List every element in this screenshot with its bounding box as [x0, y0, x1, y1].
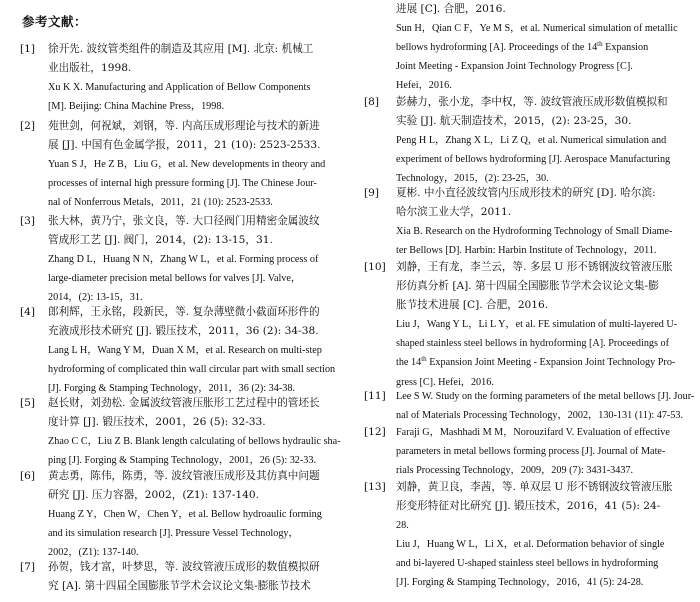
- reference-line: the 14th Expansion Joint Meeting - Expansion Joint Technology Pro-: [396, 355, 676, 369]
- reference-line: 郎利辉，王永铭，段新民，等. 复杂薄壁微小截面环形件的: [48, 306, 320, 318]
- reference-line: large-diameter precision metal bellows for valves [J]. Valve，: [48, 273, 302, 285]
- reference-line: 形变形特征对比研究 [J]. 锻压技术，2016，41 (5): 24-: [396, 500, 661, 513]
- reference-line: hydroforming of complicated thin wall circular part with small section: [48, 364, 336, 376]
- reference-line: gress [C]. Hefei，2016.: [396, 376, 494, 388]
- reference-line: 黄志勇，陈伟，陈勇，等. 波纹管液压成形及其仿真中问题: [48, 470, 320, 482]
- reference-line: Zhang D L，Huang N N，Zhang W L，et al. Forming process of: [48, 254, 319, 266]
- reference-line: 胀节技术进展 [C]. 合肥，2016.: [396, 299, 549, 312]
- reference-line: processes of internal high pressure forming [J]. The Chinese Jour-: [48, 178, 317, 190]
- reference-body: [396, 478, 700, 593]
- reference-line: parameters in metal bellows forming process [J]. Journal of Mate-: [396, 446, 666, 458]
- reference-body: [396, 0, 700, 95]
- reference-line: 孙贺，钱才富，叶梦思，等. 波纹管液压成形的数值模拟研: [48, 561, 320, 573]
- reference-line: 业出版社，1998.: [48, 62, 132, 75]
- reference-line: 究 [A]. 第十四届全国膨胀节学术会议论文集-膨胀节技术: [48, 580, 311, 593]
- reference-body: [48, 303, 348, 398]
- reference-body: [396, 423, 700, 480]
- reference-body: [48, 467, 348, 562]
- reference-number: [8]: [364, 96, 380, 108]
- reference-line: 苑世剑，何祝斌，刘钢，等. 内高压成形理论与技术的新进: [48, 120, 320, 132]
- reference-line: 刘静，黄卫良，李茜，等. 单双层 U 形不锈钢波纹管液压胀: [396, 481, 673, 493]
- reference-number: [4]: [20, 306, 36, 318]
- reference-line: Zhao C C，Liu Z B. Blank length calculating of bellows hydraulic sha-: [48, 436, 341, 448]
- reference-number: [6]: [20, 470, 36, 482]
- reference-line: 徐开先. 波纹管类组件的制造及其应用 [M]. 北京: 机械工: [48, 43, 314, 55]
- reference-line: 2002，(Z1): 137-140.: [48, 547, 139, 559]
- reference-line: 实验 [J]. 航天制造技术，2015，(2): 23-25，30.: [396, 115, 632, 128]
- reference-body: [48, 40, 348, 116]
- reference-line: Sun H，Qian C F，Ye M S，et al. Numerical simulation of metallic: [396, 23, 678, 35]
- reference-number: [11]: [364, 390, 386, 402]
- reference-line: Lang L H，Wang Y M，Duan X M，et al. Research on multi-step: [48, 345, 322, 357]
- reference-line: Xu K X. Manufacturing and Application of Bellow Components: [48, 82, 311, 94]
- reference-line: [J]. Forging & Stamping Technology，2016，41 (5): 24-28.: [396, 577, 644, 589]
- reference-line: Xia B. Research on the Hydroforming Technology of Small Diame-: [396, 226, 673, 238]
- reference-body: [396, 258, 700, 392]
- reference-number: [1]: [20, 43, 36, 55]
- reference-line: 进展 [C]. 合肥，2016.: [396, 3, 506, 15]
- references-heading: 参考文献：: [22, 14, 88, 29]
- reference-line: [M]. Beijing: China Machine Press，1998.: [48, 101, 224, 113]
- reference-number: [13]: [364, 481, 386, 493]
- reference-number: [5]: [20, 397, 36, 409]
- reference-line: [J]. Forging & Stamping Technology，2011，36 (2): 34-38.: [48, 383, 295, 395]
- reference-number: [3]: [20, 215, 36, 227]
- reference-line: experiment of bellows hydroforming [J]. Aerospace Manufacturing: [396, 154, 671, 166]
- reference-line: and its simulation research [J]. Pressure Vessel Technology，: [48, 528, 299, 540]
- reference-body: [48, 212, 348, 307]
- reference-line: 28.: [396, 520, 409, 532]
- reference-number: [9]: [364, 187, 380, 199]
- reference-number: [7]: [20, 561, 36, 573]
- reference-line: Huang Z Y，Chen W，Chen Y，et al. Bellow hydroaulic forming: [48, 509, 322, 521]
- reference-line: rials Processing Technology，2009，209 (7): 3431-3437.: [396, 465, 634, 477]
- reference-line: 度计算 [J]. 锻压技术，2001，26 (5): 32-33.: [48, 416, 266, 429]
- reference-line: Joint Meeting - Expansion Joint Technology Progress [C].: [396, 61, 633, 73]
- reference-body: [396, 387, 700, 425]
- reference-line: 研究 [J]. 压力容器，2002，(Z1): 137-140.: [48, 489, 260, 502]
- reference-number: [2]: [20, 120, 36, 132]
- reference-line: Technology，2015，(2): 23-25，30.: [396, 173, 549, 185]
- reference-line: Lee S W. Study on the forming parameters of the metal bellows [J]. Jour-: [396, 391, 695, 402]
- reference-line: 张大林，黄乃宁，张文良，等. 大口径阀门用精密金属波纹: [48, 215, 320, 227]
- reference-line: ping [J]. Forging & Stamping Technology，2001，26 (5): 32-33.: [48, 455, 317, 467]
- reference-line: 展 [J]. 中国有色金属学报，2011，21 (10): 2523-2533.: [48, 139, 321, 152]
- reference-line: Faraji G，Mashhadi M M，Norouzifard V. Evaluation of effective: [396, 427, 670, 438]
- reference-line: Liu J，Wang Y L，Li L Y，et al. FE simulation of multi-layered U-: [396, 319, 678, 331]
- reference-line: shaped stainless steel bellows in hydroforming [A]. Proceedings of: [396, 338, 670, 350]
- reference-body: [396, 93, 700, 188]
- reference-line: ter Bellows [D]. Harbin: Harbin Institute of Technology，2011.: [396, 245, 657, 257]
- reference-number: [10]: [364, 261, 386, 273]
- reference-line: 彭赫力，张小龙，李中权，等. 波纹管液压成形数值模拟和: [396, 96, 668, 108]
- reference-body: [48, 394, 348, 470]
- reference-line: bellows hydroforming [A]. Proceedings of the 14th Expansion: [396, 40, 649, 54]
- reference-line: 形仿真分析 [A]. 第十四届全国膨胀节学术会议论文集-膨: [396, 280, 659, 293]
- reference-line: 赵长财，刘劲松. 金属波纹管液压胀形工艺过程中的管坯长: [48, 397, 320, 409]
- reference-line: 哈尔滨工业大学，2011.: [396, 206, 512, 219]
- reference-line: Liu J，Huang W L，Li X，et al. Deformation behavior of single: [396, 539, 665, 551]
- reference-body: [48, 558, 348, 596]
- reference-line: Peng H L，Zhang X L，Li Z Q，et al. Numerical simulation and: [396, 135, 667, 147]
- reference-line: Yuan S J，He Z B，Liu G，et al. New developments in theory and: [48, 159, 326, 171]
- reference-line: Hefei，2016.: [396, 80, 452, 92]
- reference-body: [396, 184, 700, 260]
- reference-line: and bi-layered U-shaped stainless steel bellows in hydroforming: [396, 558, 659, 570]
- reference-line: 充液成形技术研究 [J]. 锻压技术，2011，36 (2): 34-38.: [48, 325, 319, 338]
- reference-line: 2014，(2): 13-15，31.: [48, 292, 143, 304]
- reference-line: 刘静，王有龙，李兰云，等. 多层 U 形不锈钢波纹管液压胀: [396, 261, 673, 273]
- reference-line: 管成形工艺 [J]. 阀门，2014，(2): 13-15，31.: [48, 234, 273, 247]
- reference-line: nal of Nonferrous Metals，2011，21 (10): 2523-2533.: [48, 197, 273, 209]
- reference-number: [12]: [364, 426, 386, 438]
- reference-line: 夏彬. 中小直径波纹管内压成形技术的研究 [D]. 哈尔滨:: [396, 187, 656, 199]
- reference-line: nal of Materials Processing Technology，2002，130-131 (11): 47-53.: [396, 410, 684, 422]
- reference-body: [48, 117, 348, 212]
